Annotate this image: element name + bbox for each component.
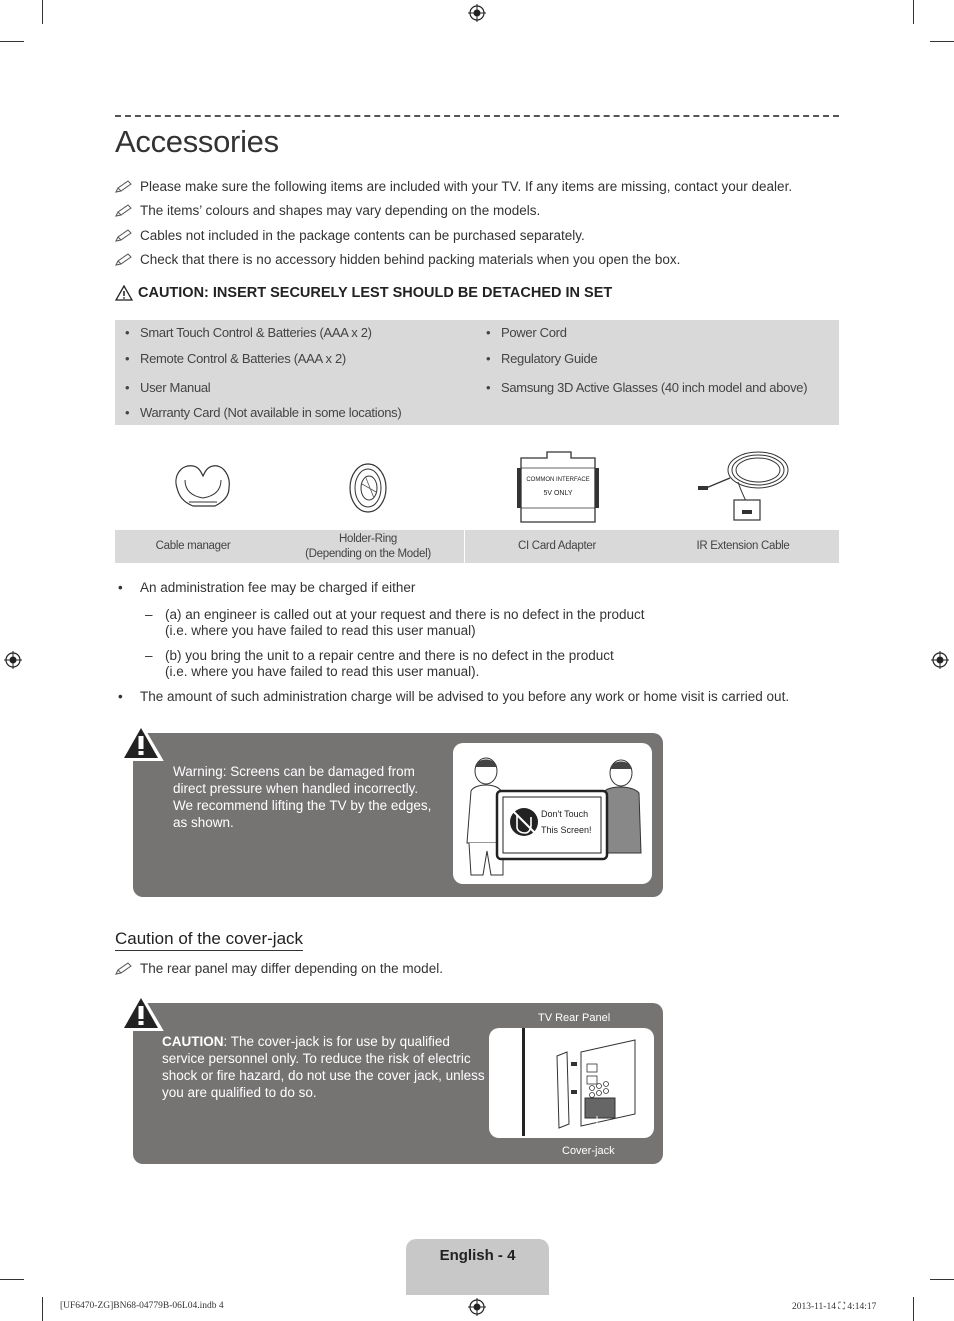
list-item: • Power Cord [501, 325, 567, 340]
note-item [115, 961, 443, 976]
warning-triangle-icon [115, 285, 133, 301]
dash: – [145, 607, 153, 622]
admin-fee-final: The amount of such administration charge will be advised to you before any work or home visit is carried out. [140, 689, 790, 704]
holder-ring-label-2: (Depending on the Model) [305, 548, 431, 560]
warning-line: Warning: Screens can be damaged from [173, 764, 415, 779]
cover-jack-heading: Caution of the cover-jack [115, 929, 303, 951]
list-item: • Warranty Card (Not available in some locations) [140, 405, 401, 420]
admin-fee-case-b-1: (b) you bring the unit to a repair centre and there is no defect in the product [165, 648, 614, 663]
pencil-note-icon [115, 204, 133, 218]
note-item [115, 179, 792, 194]
caution-line: you are qualified to do so. [162, 1085, 317, 1100]
holder-ring-icon [296, 440, 477, 530]
crop-mark [42, 0, 43, 24]
crop-mark [930, 1279, 954, 1280]
tv-rear-panel-label: TV Rear Panel [538, 1012, 611, 1024]
list-item: • Samsung 3D Active Glasses (40 inch model and above) [501, 380, 807, 395]
caution-line: shock or fire hazard, do not use the cover jack, unless [162, 1068, 485, 1083]
note-text: Cables not included in the package contents can be purchased separately. [140, 228, 585, 243]
dashed-divider [115, 115, 839, 117]
crop-mark [913, 1297, 914, 1321]
registration-mark-icon [468, 4, 486, 22]
pencil-note-icon [115, 180, 133, 194]
caution-bold: CAUTION [162, 1034, 224, 1049]
admin-fee-intro: An administration fee may be charged if either [140, 580, 416, 595]
ci-card-text-2: 5V ONLY [543, 490, 573, 497]
sign-line-2: This Screen! [541, 825, 592, 835]
cable-manager-label: Cable manager [155, 540, 231, 552]
warning-line: as shown. [173, 815, 234, 830]
page-number: English - 4 [439, 1247, 516, 1264]
note-item [115, 252, 680, 267]
crop-mark [0, 1279, 24, 1280]
ir-cable-icon [658, 440, 839, 530]
registration-mark-icon [4, 651, 22, 669]
file-info: [UF6470-ZG]BN68-04779B-06L04.indb 4 [60, 1301, 224, 1311]
divider [464, 530, 465, 563]
dash: – [145, 648, 153, 663]
crop-mark [930, 41, 954, 42]
caution-text: CAUTION: INSERT SECURELY LEST SHOULD BE DETACHED IN SET [138, 285, 613, 301]
warning-line: direct pressure when handled incorrectly. [173, 781, 419, 796]
lifting-illustration [453, 743, 652, 884]
tv-rear-panel-illustration [489, 1028, 654, 1138]
cable-manager-image [115, 440, 296, 530]
note-text: The rear panel may differ depending on the model. [140, 961, 443, 976]
list-item: • User Manual [140, 380, 210, 395]
sign-line-1: Don't Touch [541, 809, 589, 819]
registration-mark-icon [931, 651, 949, 669]
crop-mark [42, 1297, 43, 1321]
note-text: Check that there is no accessory hidden behind packing materials when you open the box. [140, 252, 681, 267]
cable-manager-icon [115, 440, 296, 530]
bullet: • [118, 689, 123, 704]
ir-cable-image [658, 440, 839, 530]
ci-card-text-1: COMMON INTERFACE [526, 477, 590, 483]
caution-line: service personnel only. To reduce the risk of electric [162, 1051, 471, 1066]
ir-cable-label: IR Extension Cable [696, 540, 790, 552]
pencil-note-icon [115, 253, 133, 267]
ci-card-icon [477, 440, 658, 530]
pencil-note-icon [115, 962, 133, 976]
cover-jack-label: Cover-jack [562, 1145, 615, 1157]
bullet: • [118, 580, 123, 595]
holder-ring-label-1: Holder-Ring [338, 533, 398, 545]
note-text: The items’ colours and shapes may vary depending on the models. [140, 203, 541, 218]
people-lifting-tv-icon [453, 743, 652, 884]
admin-fee-case-a-2: (i.e. where you have failed to read this user manual) [165, 623, 476, 638]
accessory-list [115, 320, 839, 425]
warning-line: We recommend lifting the TV by the edges, [173, 798, 432, 813]
list-item: • Smart Touch Control & Batteries (AAA x 2) [140, 325, 372, 340]
ci-card-label: CI Card Adapter [518, 540, 596, 552]
warning-triangle-icon [118, 992, 164, 1032]
admin-fee-case-a-1: (a) an engineer is called out at your request and there is no defect in the product [165, 607, 645, 622]
caution-heading [115, 285, 612, 301]
tv-rear-panel-icon [489, 1028, 654, 1138]
caution-line: : The cover-jack is for use by qualified [223, 1034, 450, 1049]
print-timestamp: 2013-11-14 ⛶ 4:14:17 [792, 1302, 877, 1312]
note-text: Please make sure the following items are included with your TV. If any items are missing, contact your dealer. [140, 179, 793, 194]
crop-mark [0, 41, 24, 42]
holder-ring-image [296, 440, 477, 530]
crop-mark [913, 0, 914, 24]
pencil-note-icon [115, 229, 133, 243]
note-item [115, 203, 540, 218]
list-item: • Remote Control & Batteries (AAA x 2) [140, 351, 346, 366]
warning-triangle-icon [118, 722, 164, 762]
admin-fee-case-b-2: (i.e. where you have failed to read this user manual). [165, 664, 480, 679]
cover-jack-caution [162, 1033, 450, 1050]
ci-card-image [477, 440, 658, 530]
note-item [115, 228, 585, 243]
registration-mark-icon [468, 1298, 486, 1316]
list-item: • Regulatory Guide [501, 351, 597, 366]
page-title: Accessories [115, 124, 279, 159]
